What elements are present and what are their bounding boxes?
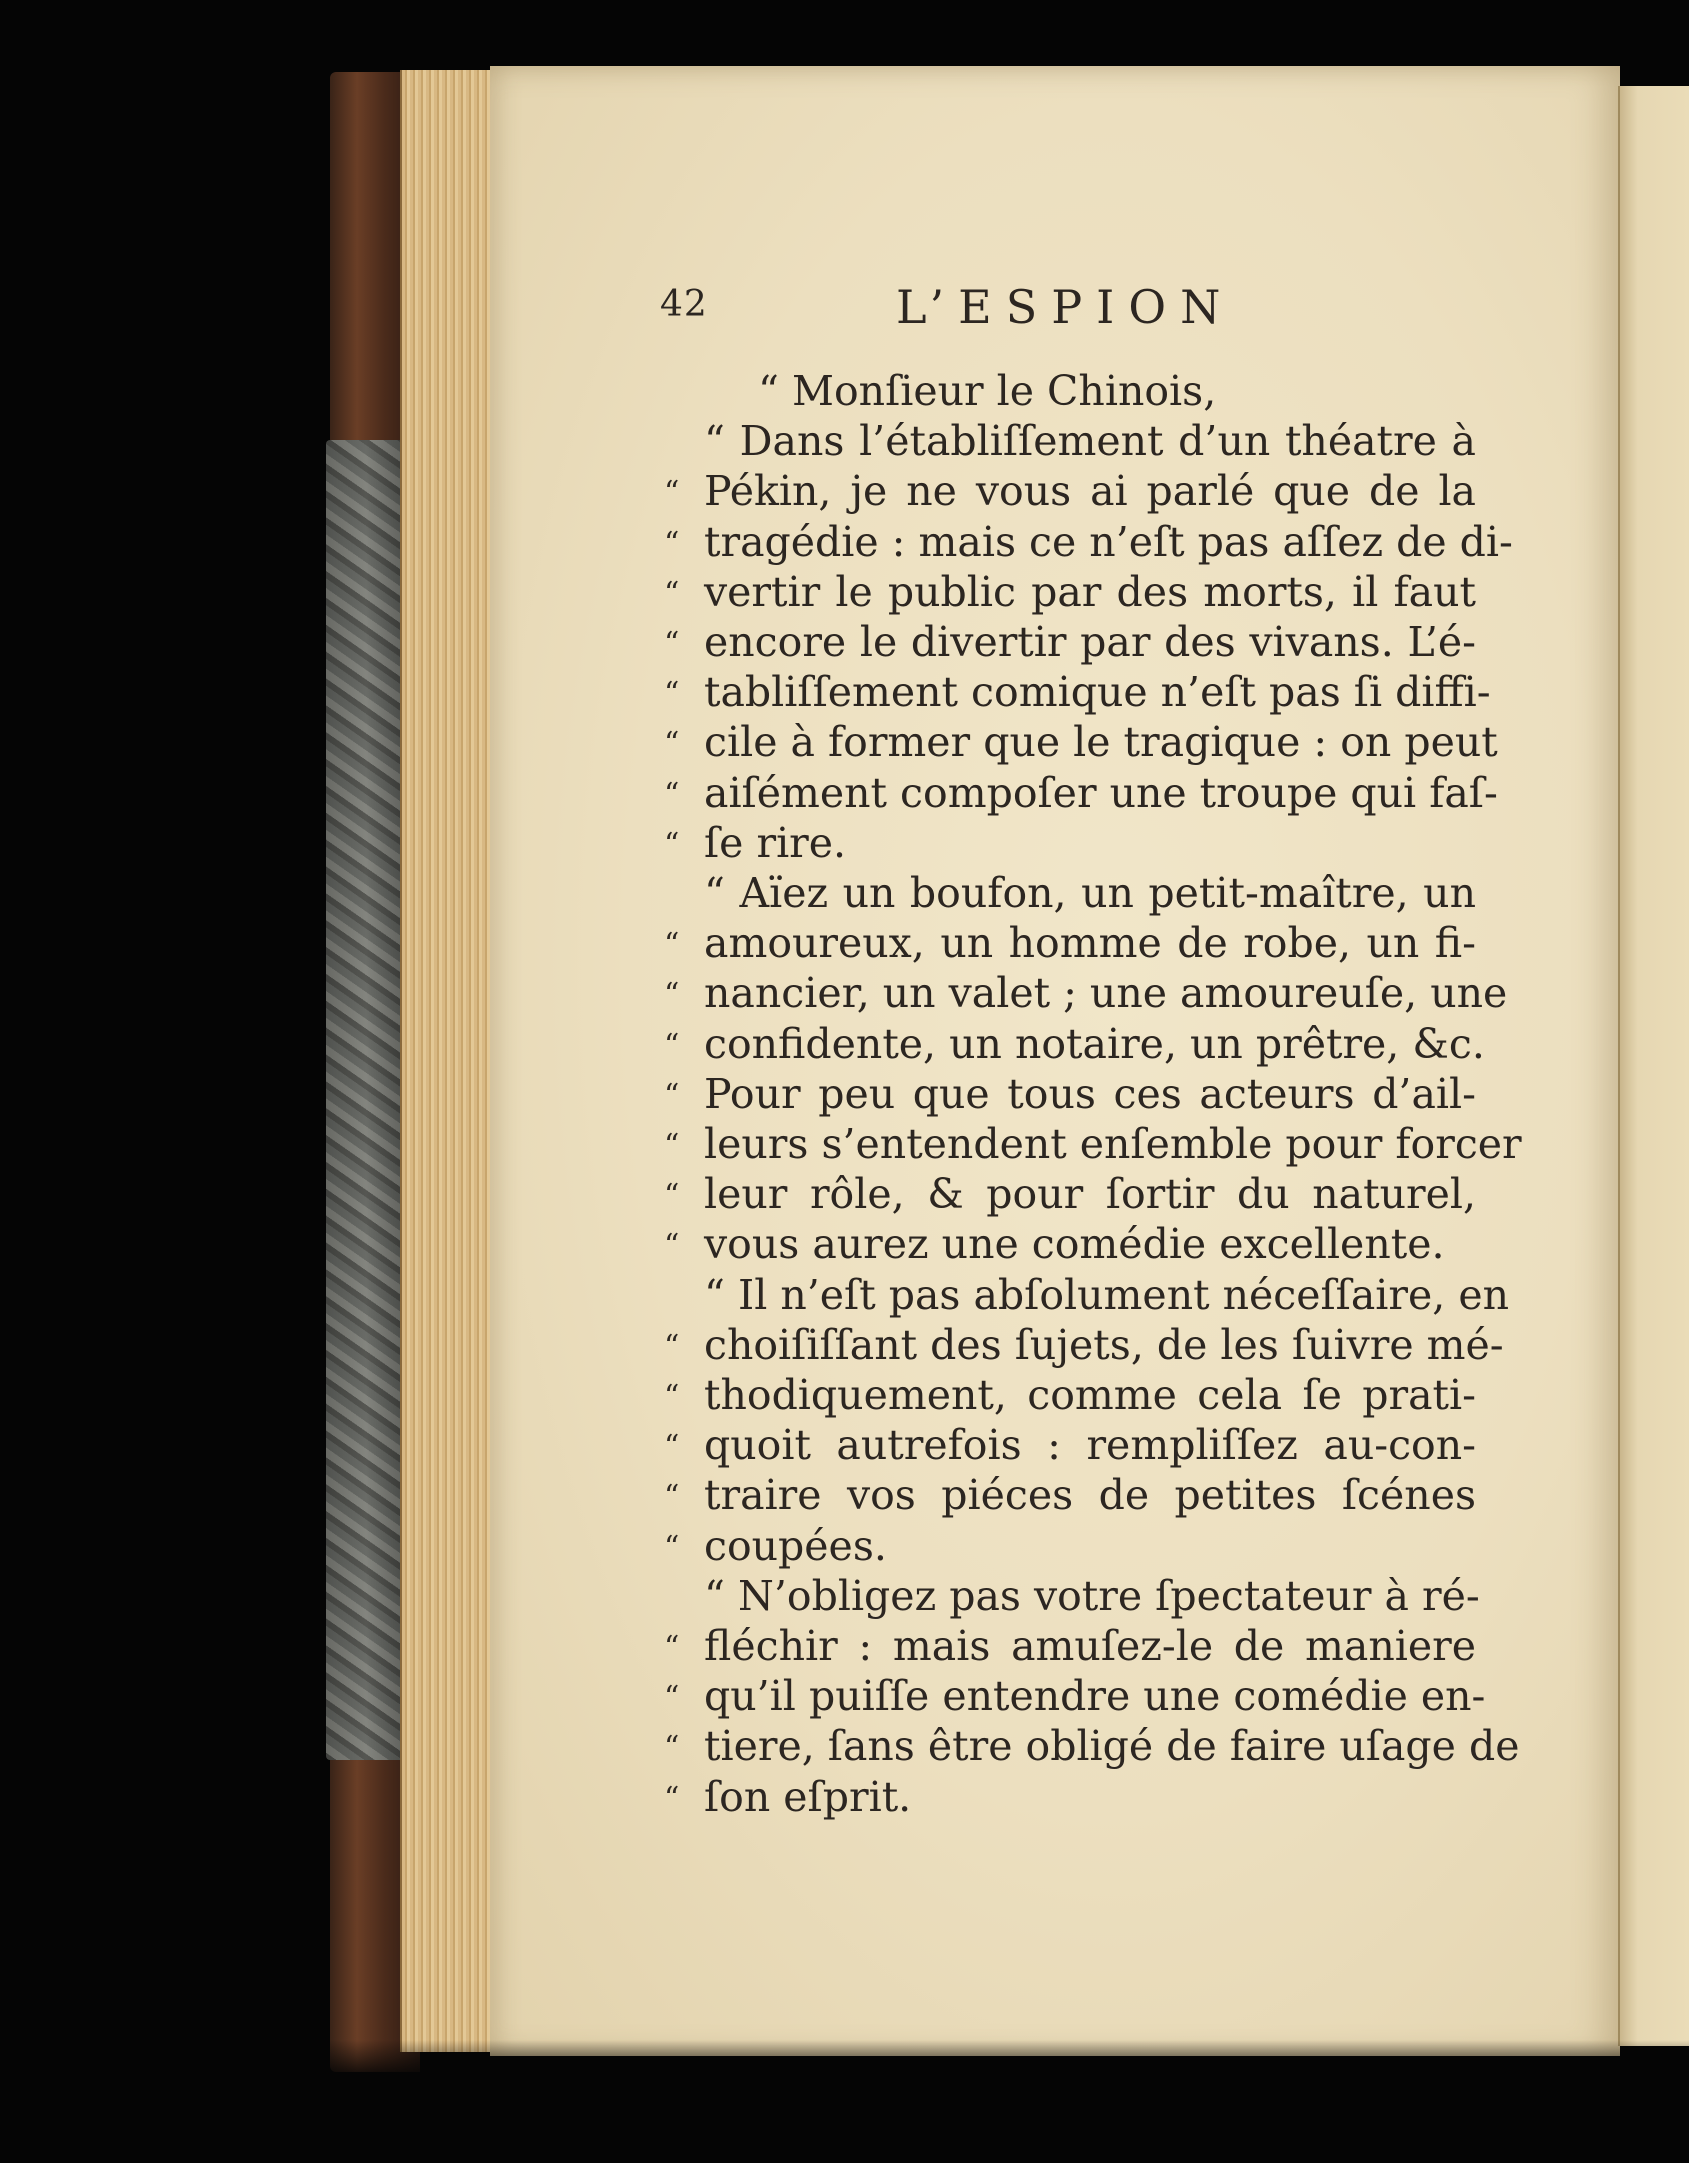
quote-mark: “ xyxy=(664,1529,680,1565)
text-line: aiſément compoſer une troupe qui faſ- xyxy=(704,768,1498,817)
quote-mark: “ xyxy=(664,927,680,963)
running-title: L’ESPION xyxy=(896,280,1235,334)
quote-mark: “ xyxy=(664,1328,680,1364)
quote-mark: “ xyxy=(664,1479,680,1515)
quote-mark: “ xyxy=(664,626,680,661)
text-line: vertir le public par des morts, il faut xyxy=(704,567,1476,616)
text-line: traire vos piéces de petites ſcénes xyxy=(704,1471,1476,1520)
text-line: tragédie : mais ce n’eſt pas aſſez de di- xyxy=(704,517,1513,566)
text-line: cile à former que le tragique : on peut xyxy=(704,718,1498,767)
quote-mark: “ xyxy=(664,1730,680,1766)
quote-mark: “ xyxy=(664,525,680,561)
text-line: encore le divertir par des vivans. L’é- xyxy=(704,618,1476,666)
text-line: Pour peu que tous ces acteurs d’ail- xyxy=(704,1069,1476,1118)
text-line: confidente, un notaire, un prêtre, &c. xyxy=(704,1019,1485,1068)
quote-mark: “ xyxy=(664,1429,680,1465)
quote-mark: “ xyxy=(664,676,680,712)
text-line: amoureux, un homme de robe, un fi- xyxy=(704,919,1476,968)
text-line: quoit autrefois : rempliſſez au-con- xyxy=(704,1421,1476,1470)
text-line: ſe rire. xyxy=(704,818,847,867)
quote-mark: “ xyxy=(664,1379,680,1414)
quote-mark: “ xyxy=(664,1780,680,1816)
text-line: “ Monſieur le Chinois, xyxy=(758,367,1217,415)
text-line: choiſiſſant des ſujets, de les ſuivre mé- xyxy=(704,1320,1504,1369)
text-line: leur rôle, & pour ſortir du naturel, xyxy=(704,1170,1476,1219)
text-line: nancier, un valet ; une amoureuſe, une xyxy=(704,969,1508,1018)
quote-mark: “ xyxy=(664,776,680,812)
quote-mark: “ xyxy=(664,726,680,762)
quote-mark: “ xyxy=(664,575,680,611)
text-line: coupées. xyxy=(704,1521,887,1570)
text-line: thodiquement, comme cela ſe prati- xyxy=(704,1371,1476,1419)
text-line: “ Il n’eſt pas abſolument néceſſaire, en xyxy=(704,1270,1510,1319)
text-line: tabliſſement comique n’eſt pas ſi diffi- xyxy=(704,668,1491,717)
text-line: tiere, ſans être obligé de faire uſage de xyxy=(704,1722,1520,1771)
quote-mark: “ xyxy=(664,977,680,1013)
text-line: “ Dans l’établiſſement d’un théatre à xyxy=(704,417,1476,466)
quote-mark: “ xyxy=(664,1178,680,1214)
text-line: leurs s’entendent enſemble pour forcer xyxy=(704,1120,1522,1168)
quote-mark: “ xyxy=(664,1228,680,1264)
quote-mark: “ xyxy=(664,1680,680,1716)
text-line: ſon eſprit. xyxy=(704,1772,912,1821)
text-line: fléchir : mais amuſez-le de maniere xyxy=(704,1622,1476,1670)
text-line: Pékin, je ne vous ai parlé que de la xyxy=(704,467,1476,516)
text-line: vous aurez une comédie excellente. xyxy=(704,1220,1445,1269)
text-line: qu’il puiſſe entendre une comédie en- xyxy=(704,1672,1486,1721)
text-line: “ N’obligez pas votre ſpectateur à ré- xyxy=(704,1571,1480,1620)
quote-mark: “ xyxy=(664,1128,680,1163)
quote-mark: “ xyxy=(664,826,680,862)
text-line: “ Aïez un boufon, un petit-maître, un xyxy=(704,869,1476,917)
page-number: 42 xyxy=(660,284,708,325)
quote-mark: “ xyxy=(664,1077,680,1113)
quote-mark: “ xyxy=(664,1027,680,1063)
quote-mark: “ xyxy=(664,1630,680,1665)
quote-mark: “ xyxy=(664,475,680,511)
